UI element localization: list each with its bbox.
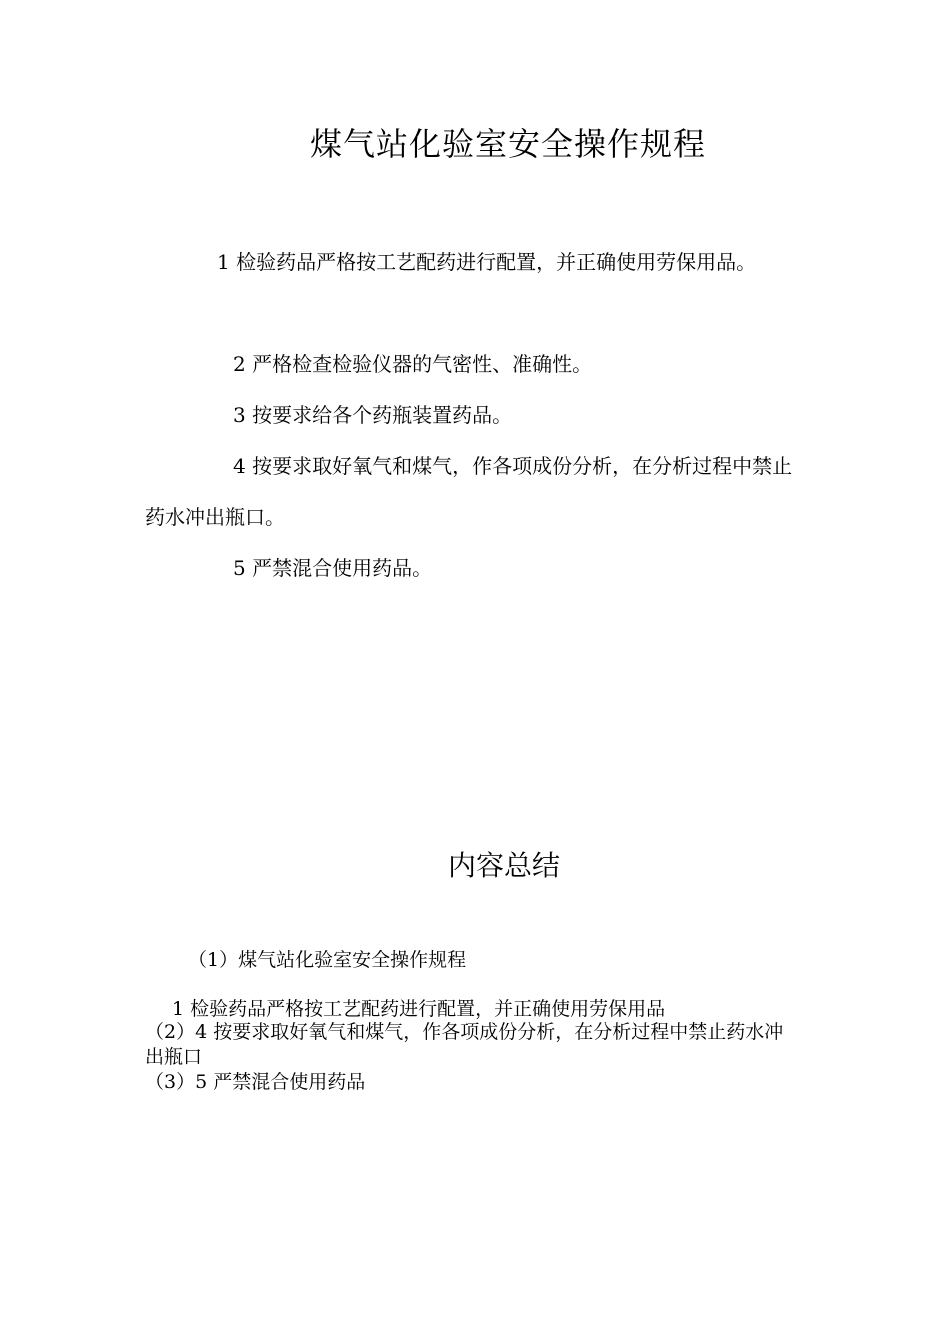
- rule-paragraph-5: 5 严禁混合使用药品。: [233, 556, 433, 580]
- rule-paragraph-1: 1 检验药品严格按工艺配药进行配置，并正确使用劳保用品。: [217, 250, 757, 274]
- document-title: 煤气站化验室安全操作规程: [309, 125, 706, 163]
- summary-item-2: 1 检验药品严格按工艺配药进行配置，并正确使用劳保用品: [172, 998, 666, 1020]
- summary-item-4: （3）5 严禁混合使用药品: [145, 1071, 366, 1093]
- rule-paragraph-2: 2 严格检查检验仪器的气密性、准确性。: [233, 352, 593, 376]
- rule-paragraph-3: 3 按要求给各个药瓶装置药品。: [233, 403, 513, 427]
- rule-paragraph-4: 4 按要求取好氧气和煤气，作各项成份分析，在分析过程中禁止药水冲出瓶口。: [145, 454, 793, 529]
- summary-item-1: （1）煤气站化验室安全操作规程: [188, 949, 467, 971]
- summary-title: 内容总结: [447, 849, 560, 882]
- summary-item-3: （2）4 按要求取好氧气和煤气，作各项成份分析，在分析过程中禁止药水冲出瓶口: [145, 1021, 784, 1068]
